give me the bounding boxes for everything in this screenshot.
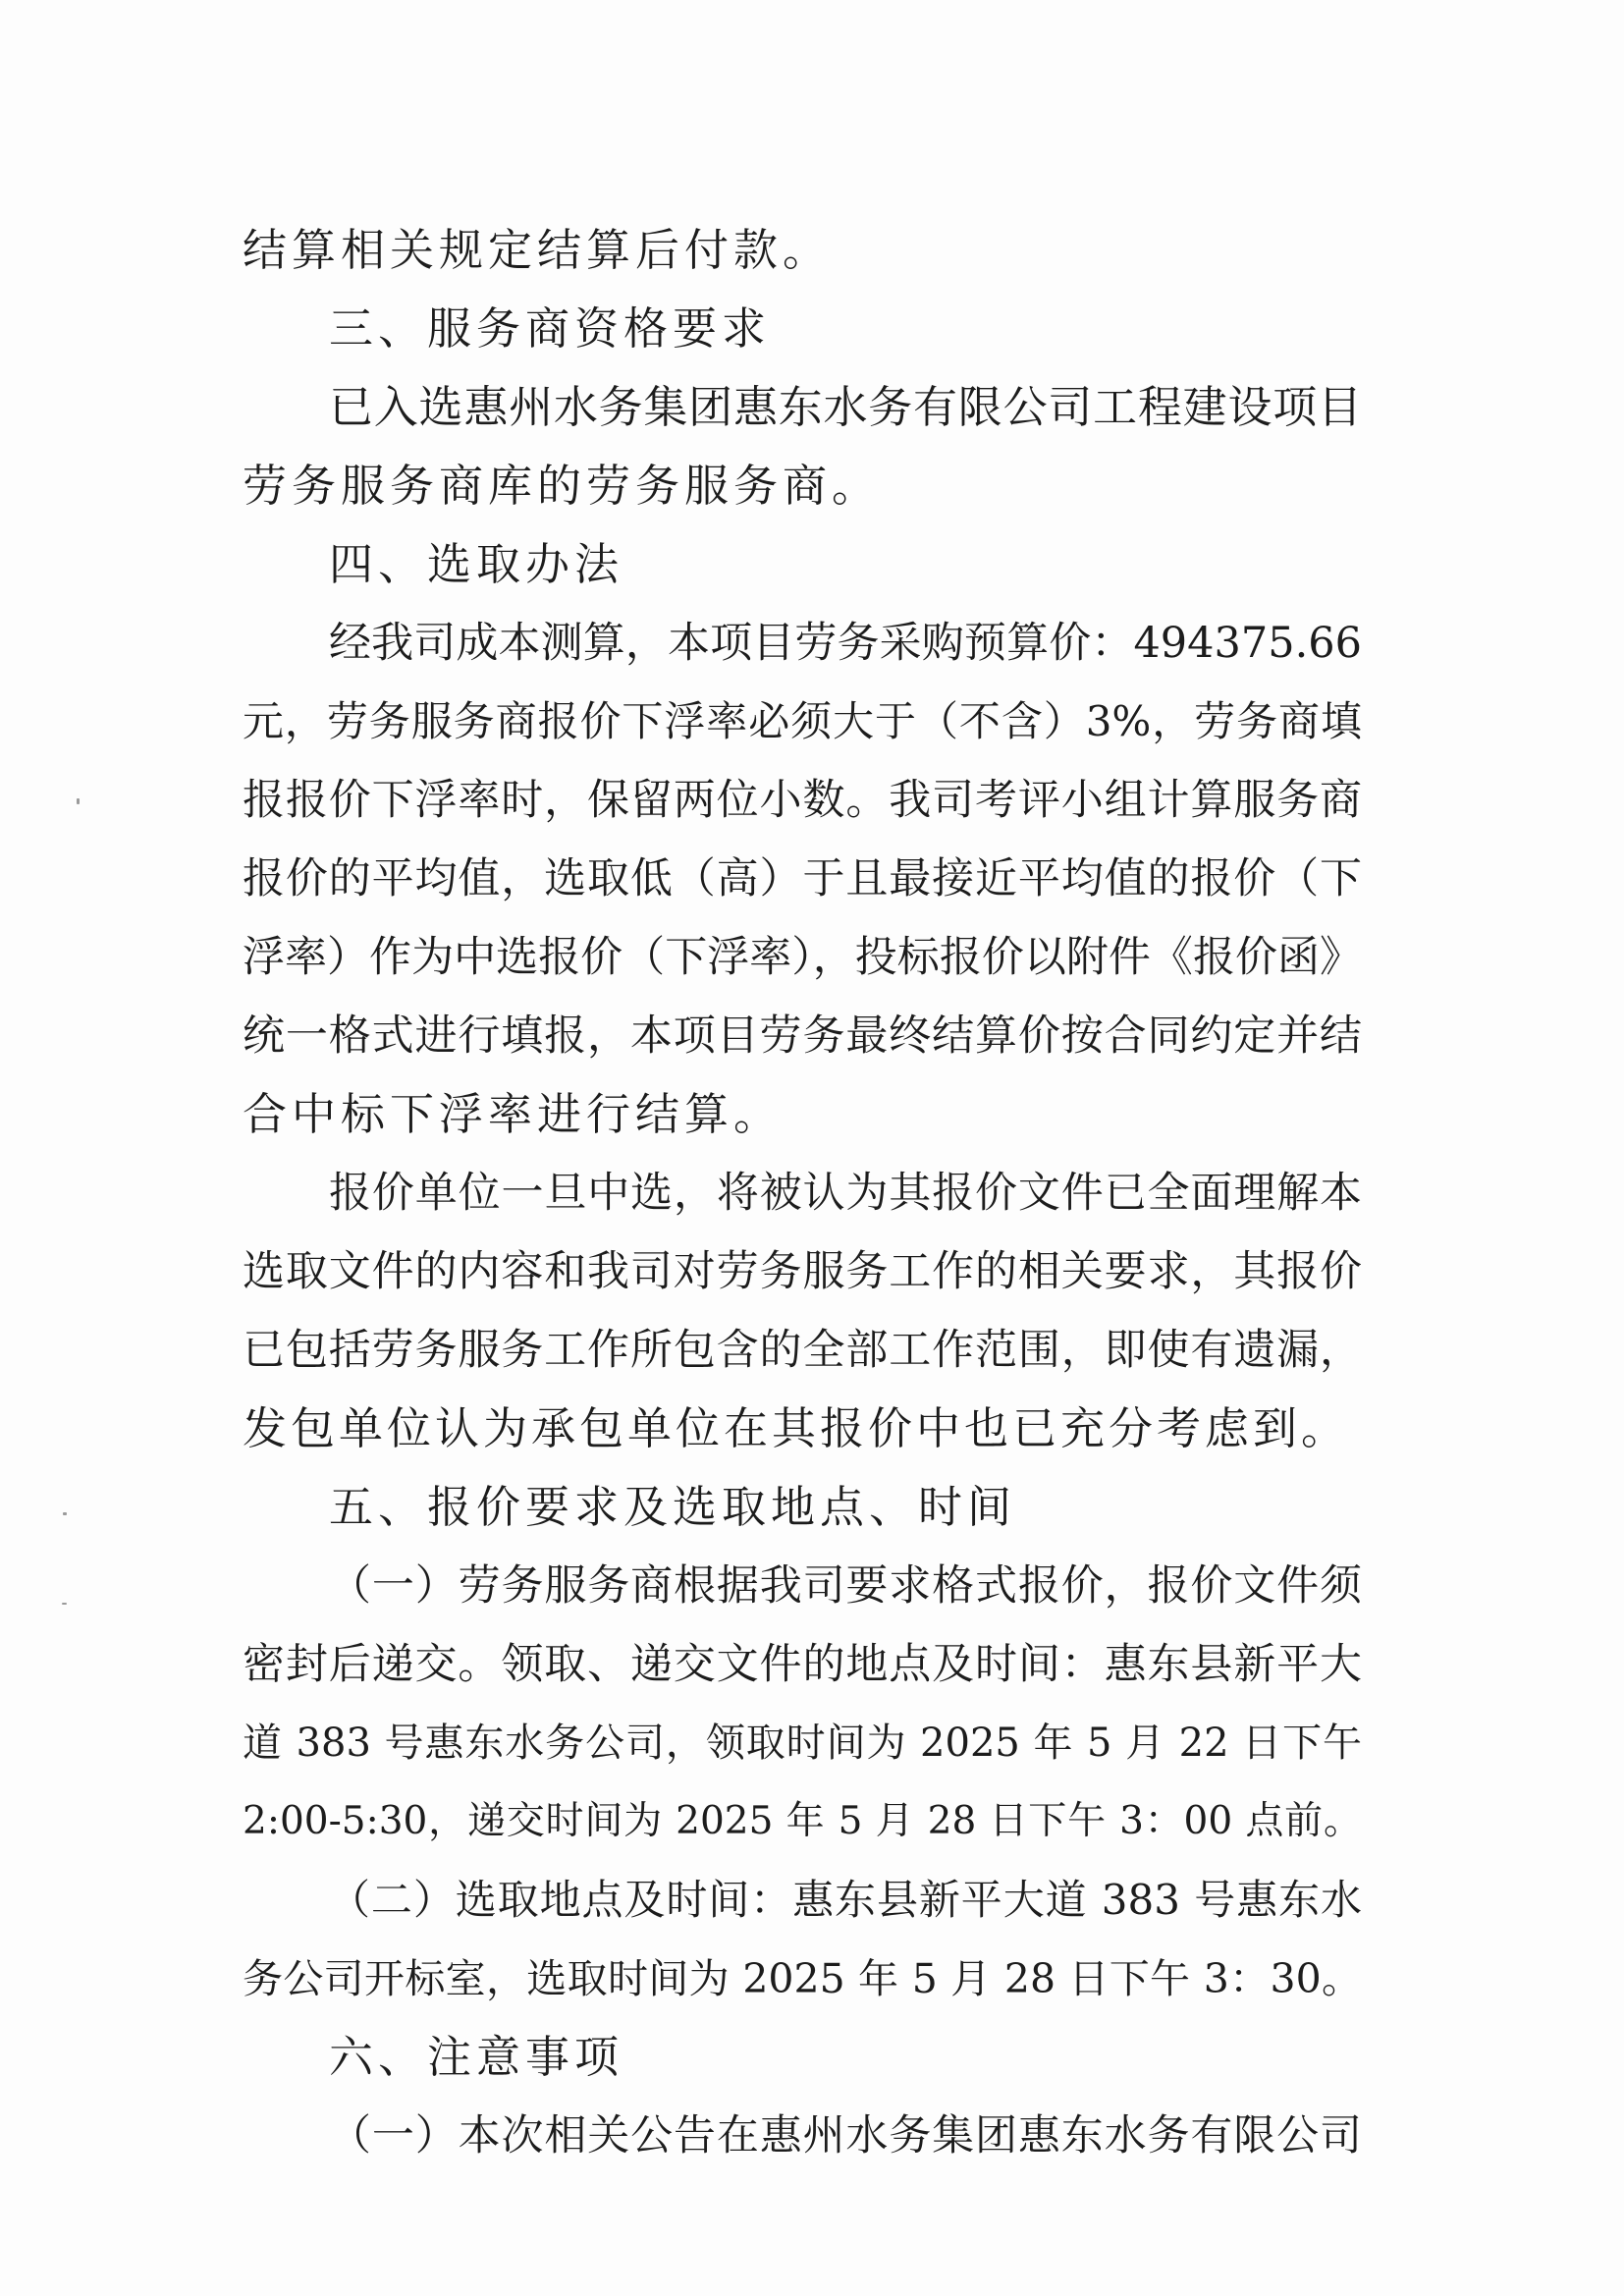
paragraph-line: 结算相关规定结算后付款。	[243, 224, 833, 276]
paragraph-line: （一）劳务服务商根据我司要求格式报价，报价文件须	[329, 1561, 1362, 1611]
paragraph-line: 报报价下浮率时，保留两位小数。我司考评小组计算服务商	[243, 776, 1362, 825]
paragraph-line: 2:00-5:30，递交时间为 2025 年 5 月 28 日下午 3：00 点前。	[243, 1799, 1362, 1843]
section-heading: 六、注意事项	[329, 2031, 624, 2083]
section-heading: 五、报价要求及选取地点、时间	[329, 1481, 1017, 1533]
paragraph-line: 选取文件的内容和我司对劳务服务工作的相关要求，其报价	[243, 1247, 1362, 1296]
paragraph-line: 道 383 号惠东水务公司，领取时间为 2025 年 5 月 22 日下午	[243, 1721, 1362, 1766]
paragraph-line: 统一格式进行填报，本项目劳务最终结算价按合同约定并结	[243, 1011, 1362, 1061]
paragraph-line: 务公司开标室，选取时间为 2025 年 5 月 28 日下午 3：30。	[243, 1955, 1362, 2002]
paragraph-line: （一）本次相关公告在惠州水务集团惠东水务有限公司	[329, 2111, 1362, 2160]
paragraph-line: （二）选取地点及时间：惠东县新平大道 383 号惠东水	[329, 1876, 1362, 1924]
paragraph-line: 密封后递交。领取、递交文件的地点及时间：惠东县新平大	[243, 1640, 1362, 1689]
paragraph-line: 报价单位一旦中选，将被认为其报价文件已全面理解本	[329, 1169, 1362, 1218]
section-heading: 四、选取办法	[329, 538, 624, 590]
paragraph-line: 元，劳务服务商报价下浮率必须大于（不含）3%，劳务商填	[243, 697, 1362, 745]
section-heading: 三、服务商资格要求	[329, 302, 772, 355]
paragraph-line: 浮率）作为中选报价（下浮率），投标报价以附件《报价函》	[243, 933, 1362, 982]
scan-speck	[77, 798, 80, 804]
paragraph-line: 劳务服务商库的劳务服务商。	[243, 460, 882, 512]
paragraph-line: 合中标下浮率进行结算。	[243, 1088, 784, 1140]
paragraph-line: 发包单位认为承包单位在其报价中也已充分考虑到。	[243, 1402, 1350, 1454]
paragraph-line: 报价的平均值，选取低（高）于且最接近平均值的报价（下	[243, 854, 1362, 903]
scan-speck	[63, 1512, 67, 1515]
scan-speck	[62, 1603, 67, 1605]
paragraph-line: 已包括劳务服务工作所包含的全部工作范围，即使有遗漏，	[243, 1326, 1362, 1375]
paragraph-line: 经我司成本测算，本项目劳务采购预算价：494375.66	[329, 619, 1362, 668]
paragraph-line: 已入选惠州水务集团惠东水务有限公司工程建设项目	[329, 381, 1362, 433]
